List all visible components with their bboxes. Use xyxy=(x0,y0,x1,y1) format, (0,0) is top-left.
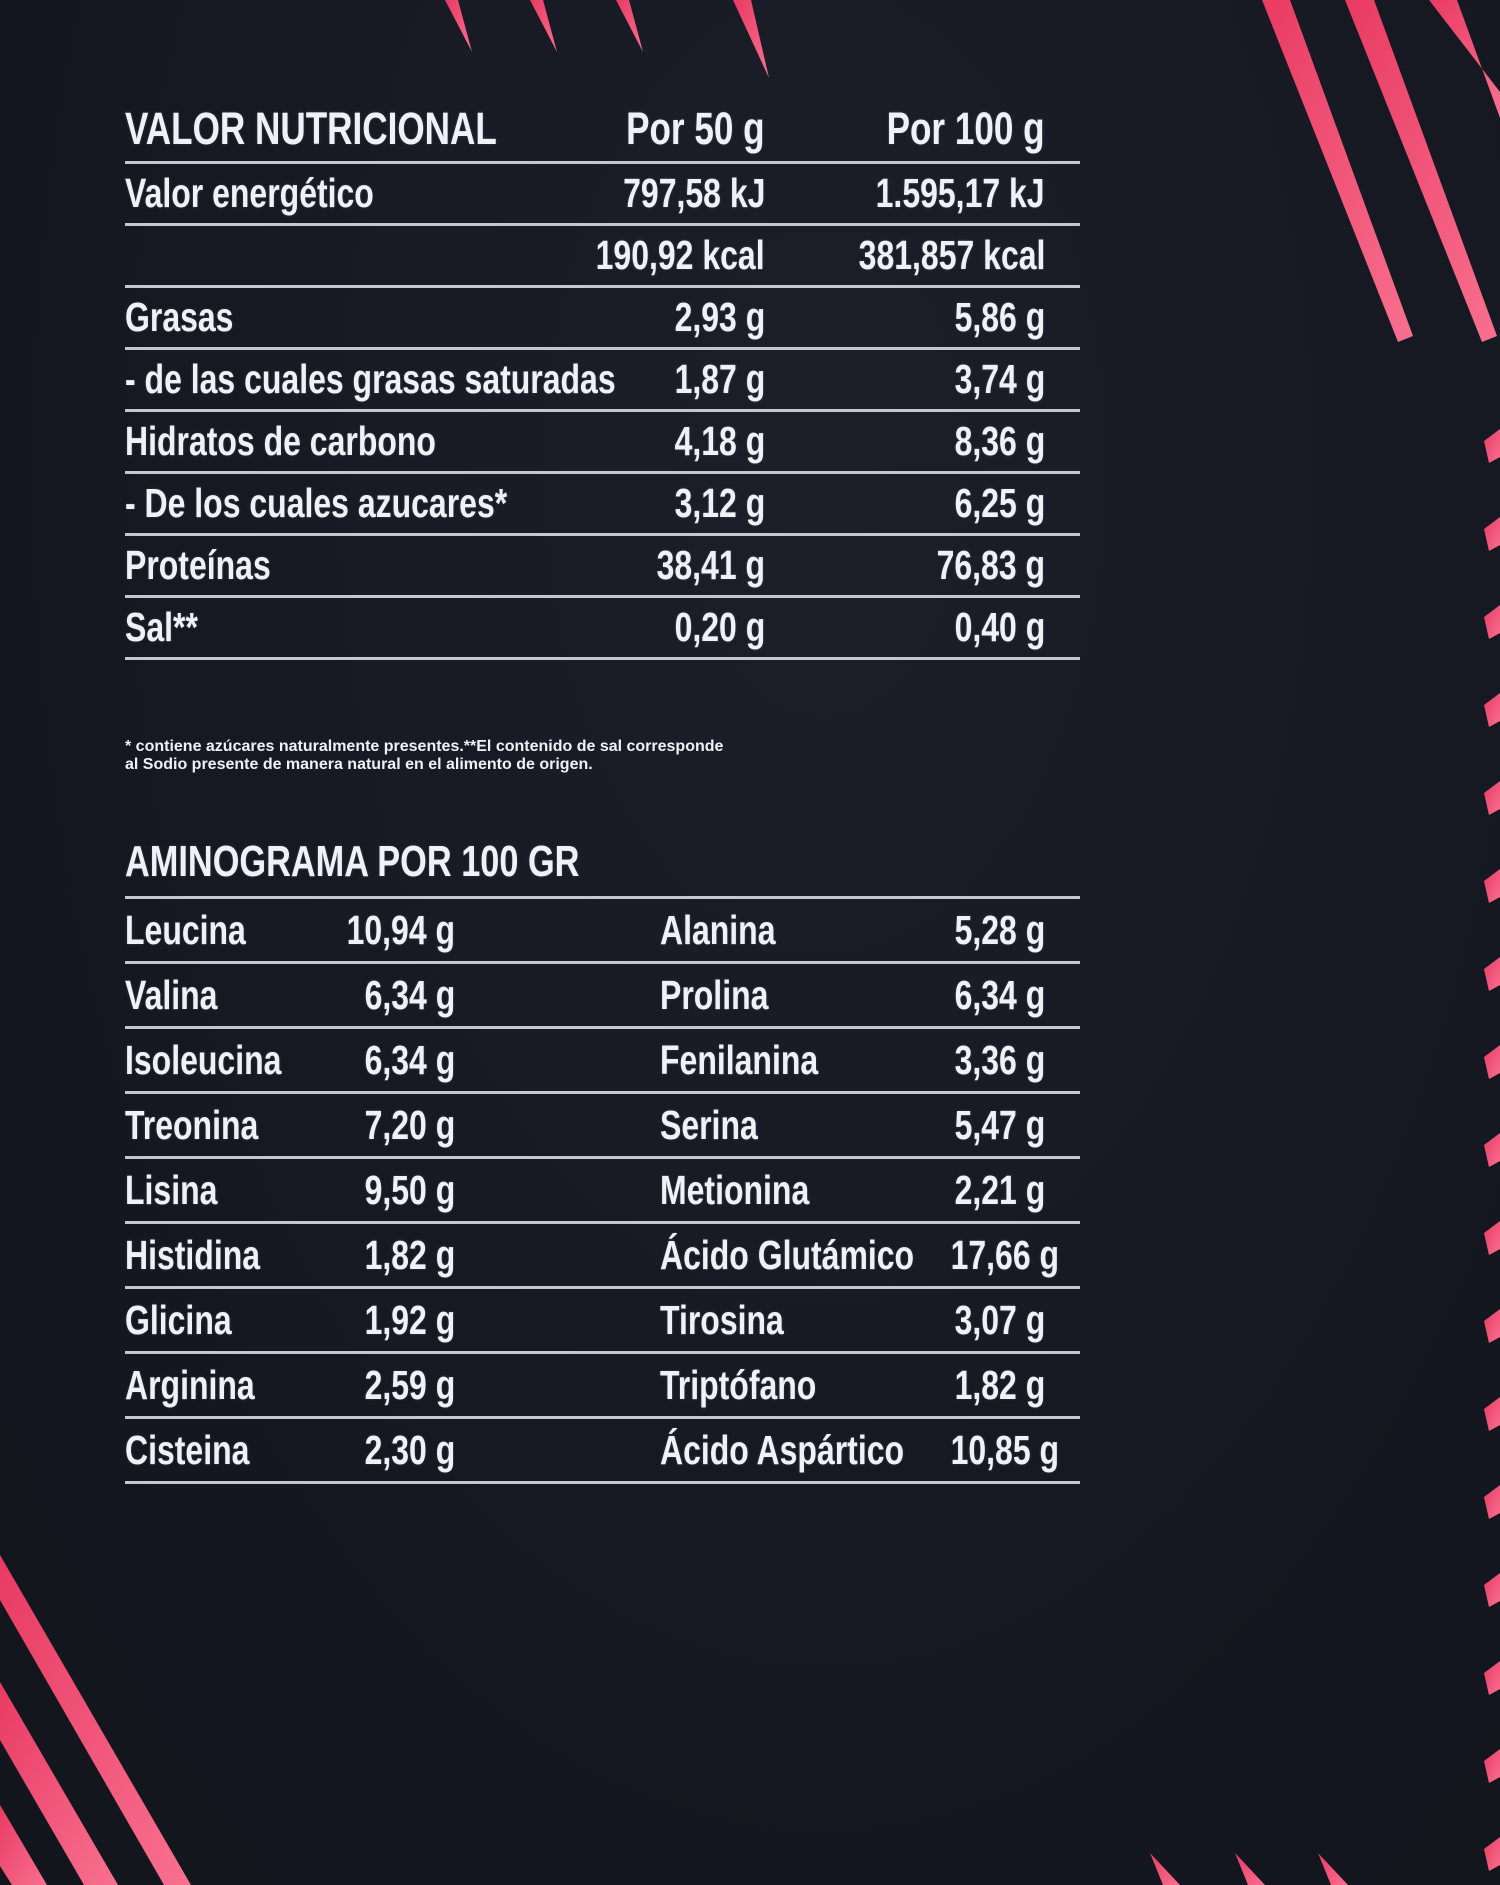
amino-name: Tirosina xyxy=(660,1296,784,1343)
row-label: - De los cuales azucares* xyxy=(125,480,508,526)
edge-dash-decoration xyxy=(1484,869,1500,903)
footnote xyxy=(125,686,1080,738)
amino-value: 1,82 g xyxy=(364,1231,455,1278)
amino-value: 3,36 g xyxy=(954,1036,1045,1083)
table-row xyxy=(125,164,1080,226)
col-header-per-50g: Por 50 g xyxy=(626,103,765,154)
footnote-line-1: * contiene azúcares naturalmente presentes.**El contenido de sal corresponde xyxy=(125,738,724,756)
amino-value: 6,34 g xyxy=(364,971,455,1018)
amino-value: 6,34 g xyxy=(364,1036,455,1083)
amino-value: 1,82 g xyxy=(954,1361,1045,1408)
bottom-slash-decoration xyxy=(1150,1853,1180,1885)
table-row xyxy=(125,1419,1080,1484)
table-row xyxy=(125,1354,1080,1419)
row-value-per-50g: 38,41 g xyxy=(656,542,765,588)
amino-value: 5,28 g xyxy=(954,906,1045,953)
row-value-per-100g: 381,857 kcal xyxy=(858,232,1045,278)
row-label: Grasas xyxy=(125,294,234,340)
bottom-slash-decoration xyxy=(1235,1853,1265,1885)
row-value-per-50g: 4,18 g xyxy=(674,418,765,464)
corner-stripe-decoration xyxy=(0,1682,118,1885)
amino-value: 3,07 g xyxy=(954,1296,1045,1343)
nutrition-table-header xyxy=(125,0,1080,164)
amino-value: 9,50 g xyxy=(364,1166,455,1213)
edge-dash-decoration xyxy=(1484,429,1500,463)
amino-name: Treonina xyxy=(125,1101,259,1148)
edge-dash-decoration xyxy=(1484,1837,1500,1871)
edge-dash-decoration xyxy=(1484,1309,1500,1343)
table-row xyxy=(125,1029,1080,1094)
table-row xyxy=(125,1159,1080,1224)
row-label: Hidratos de carbono xyxy=(125,418,436,464)
table-row xyxy=(125,474,1080,536)
amino-value: 6,34 g xyxy=(954,971,1045,1018)
nutrition-table xyxy=(125,0,1080,660)
corner-stripe-decoration xyxy=(1429,0,1500,118)
amino-name: Prolina xyxy=(660,971,769,1018)
table-row xyxy=(125,899,1080,964)
corner-stripe-decoration xyxy=(0,1555,191,1885)
row-value-per-100g: 76,83 g xyxy=(936,542,1045,588)
edge-dash-decoration xyxy=(1484,1045,1500,1079)
edge-dash-decoration xyxy=(1484,1749,1500,1783)
edge-dash-decoration xyxy=(1484,1573,1500,1607)
row-value-per-100g: 6,25 g xyxy=(954,480,1045,526)
amino-value: 2,21 g xyxy=(954,1166,1045,1213)
amino-name: Leucina xyxy=(125,906,246,953)
table-row xyxy=(125,412,1080,474)
edge-dash-decoration xyxy=(1484,693,1500,727)
amino-name: Valina xyxy=(125,971,218,1018)
edge-dash-decoration xyxy=(1484,517,1500,551)
amino-value: 10,94 g xyxy=(346,906,455,953)
amino-name: Metionina xyxy=(660,1166,810,1213)
amino-name: Cisteina xyxy=(125,1426,250,1473)
label-content xyxy=(125,0,1080,1484)
amino-name: Ácido Glutámico xyxy=(660,1231,915,1278)
amino-value: 10,85 g xyxy=(950,1426,1060,1473)
row-value-per-50g: 0,20 g xyxy=(674,604,765,650)
amino-name: Lisina xyxy=(125,1166,218,1213)
amino-name: Alanina xyxy=(660,906,776,953)
table-row xyxy=(125,1094,1080,1159)
aminogram-title: AMINOGRAMA POR 100 GR xyxy=(125,837,580,887)
amino-value: 17,66 g xyxy=(950,1231,1060,1278)
amino-value: 7,20 g xyxy=(364,1101,455,1148)
table-row xyxy=(125,598,1080,660)
row-label: Valor energético xyxy=(125,170,374,216)
row-value-per-100g: 1.595,17 kJ xyxy=(876,170,1045,216)
col-header-per-100g: Por 100 g xyxy=(886,103,1045,154)
amino-name: Fenilanina xyxy=(660,1036,819,1083)
amino-name: Triptófano xyxy=(660,1361,817,1408)
table-row xyxy=(125,1224,1080,1289)
amino-value: 2,59 g xyxy=(364,1361,455,1408)
amino-name: Arginina xyxy=(125,1361,255,1408)
edge-dash-decoration xyxy=(1484,605,1500,639)
row-value-per-100g: 5,86 g xyxy=(954,294,1045,340)
edge-dash-decoration xyxy=(1484,781,1500,815)
row-value-per-50g: 2,93 g xyxy=(674,294,765,340)
corner-stripe-decoration xyxy=(0,1805,47,1885)
table-row xyxy=(125,1289,1080,1354)
amino-value: 2,30 g xyxy=(364,1426,455,1473)
edge-dash-decoration xyxy=(1484,1133,1500,1167)
row-label: Sal** xyxy=(125,604,198,650)
edge-dash-decoration xyxy=(1484,1485,1500,1519)
row-value-per-50g: 797,58 kJ xyxy=(622,170,765,216)
row-value-per-100g: 0,40 g xyxy=(954,604,1045,650)
row-value-per-100g: 3,74 g xyxy=(954,356,1045,402)
aminogram-table xyxy=(125,837,1080,1484)
row-value-per-50g: 1,87 g xyxy=(674,356,765,402)
amino-name: Isoleucina xyxy=(125,1036,282,1083)
amino-value: 1,92 g xyxy=(364,1296,455,1343)
edge-dash-decoration xyxy=(1484,1221,1500,1255)
row-value-per-50g: 3,12 g xyxy=(674,480,765,526)
corner-stripe-decoration xyxy=(1262,0,1413,342)
table-row xyxy=(125,288,1080,350)
table-row xyxy=(125,226,1080,288)
table-row xyxy=(125,536,1080,598)
footnote-line-2: al Sodio presente de manera natural en el alimento de origen. xyxy=(125,756,593,774)
bottom-slash-decoration xyxy=(1318,1853,1348,1885)
amino-value: 5,47 g xyxy=(954,1101,1045,1148)
row-label: - de las cuales grasas saturadas xyxy=(125,356,616,402)
edge-dash-decoration xyxy=(1484,1661,1500,1695)
table-row xyxy=(125,964,1080,1029)
row-value-per-100g: 8,36 g xyxy=(954,418,1045,464)
amino-name: Histidina xyxy=(125,1231,261,1278)
edge-dash-decoration xyxy=(1484,1397,1500,1431)
aminogram-header xyxy=(125,837,1080,899)
amino-name: Serina xyxy=(660,1101,758,1148)
corner-stripe-decoration xyxy=(1345,0,1497,342)
table-row xyxy=(125,350,1080,412)
amino-name: Glicina xyxy=(125,1296,232,1343)
amino-name: Ácido Aspártico xyxy=(660,1426,905,1473)
row-value-per-50g: 190,92 kcal xyxy=(596,232,765,278)
edge-dash-decoration xyxy=(1484,957,1500,991)
nutrition-table-title: VALOR NUTRICIONAL xyxy=(125,103,497,154)
row-label: Proteínas xyxy=(125,542,271,588)
